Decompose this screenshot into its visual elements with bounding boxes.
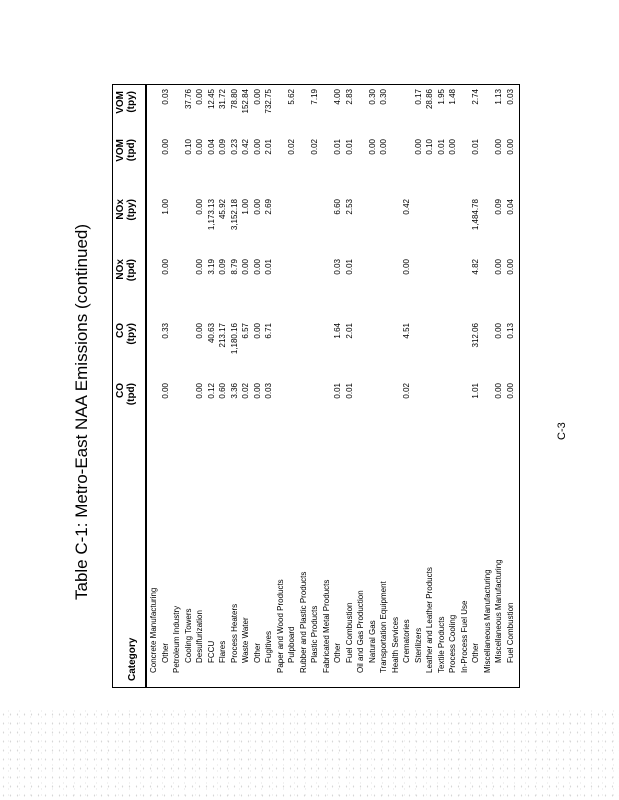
row-value: 0.01 (471, 139, 480, 155)
table-row (287, 85, 297, 687)
row-value: 0.01 (333, 383, 342, 399)
row-value: 4.82 (471, 259, 480, 275)
table-row (391, 85, 401, 687)
table-row (195, 85, 205, 687)
table-row (276, 85, 286, 687)
table-header (113, 85, 147, 687)
row-value: 0.00 (195, 323, 204, 339)
row-category: In-Process Fuel Use (459, 600, 469, 673)
row-value: 0.00 (402, 259, 411, 275)
table-row (402, 85, 412, 687)
row-value: 0.00 (195, 259, 204, 275)
row-value: 1,180.16 (229, 323, 239, 355)
emissions-table (112, 84, 520, 688)
row-value: 6.60 (333, 199, 342, 215)
row-value: 312.06 (471, 323, 480, 348)
row-value: 12.45 (206, 89, 216, 110)
row-value: 0.00 (195, 383, 204, 399)
row-category: Miscellaneous Manufacturing (494, 559, 503, 663)
row-value: 0.02 (402, 383, 411, 399)
row-value: 3.19 (206, 259, 216, 275)
table-row (264, 85, 274, 687)
row-value: 0.01 (344, 259, 354, 275)
row-category: Concrete Manufacturing (149, 587, 158, 673)
row-category: Process Cooling (448, 614, 457, 673)
row-value: 0.09 (218, 259, 227, 275)
row-value: 1.00 (160, 199, 170, 215)
row-value: 0.12 (206, 383, 216, 399)
row-category: Textile Products (436, 616, 446, 673)
row-value: 0.42 (402, 199, 411, 215)
header-vom-tpd: VOM (tpd) (115, 139, 137, 162)
row-value: 0.01 (333, 139, 342, 155)
row-value: 1.95 (436, 89, 446, 105)
row-value: 0.01 (344, 139, 354, 155)
row-value: 0.09 (218, 139, 227, 155)
row-category: Oil and Gas Production (356, 590, 365, 673)
row-value: 0.00 (252, 89, 262, 105)
row-value: 213.17 (218, 323, 227, 348)
row-value: 0.30 (379, 89, 388, 105)
row-value: 0.02 (241, 383, 250, 399)
header-vom-tpy: VOM (tpy) (115, 91, 137, 114)
row-value: 28.86 (425, 89, 434, 110)
row-value: 0.10 (183, 139, 193, 155)
row-value: 0.00 (413, 139, 423, 155)
row-value: 0.00 (379, 139, 388, 155)
row-category: Other (160, 642, 170, 663)
row-category: Sterilizers (413, 627, 423, 663)
row-category: Health Services (390, 616, 400, 673)
row-value: 0.60 (218, 383, 227, 399)
table-row (184, 85, 194, 687)
header-nox-tpy: NOx (tpy) (115, 199, 137, 221)
row-value: 3.36 (229, 383, 239, 399)
row-value: 0.00 (195, 89, 204, 105)
row-value: 0.00 (252, 199, 262, 215)
row-value: 0.00 (252, 383, 262, 399)
table-row (448, 85, 458, 687)
row-category: Waste Water (241, 617, 250, 663)
row-value: 4.00 (333, 89, 342, 105)
row-value: 0.03 (160, 89, 170, 105)
row-category: Rubber and Plastic Products (298, 571, 308, 673)
row-value: 1.13 (494, 89, 503, 105)
row-category: Miscellaneous Manufacturing (482, 569, 492, 673)
row-category: Leather and Leather Products (425, 567, 434, 673)
row-value: 0.00 (494, 139, 503, 155)
row-value: 1.01 (471, 383, 480, 399)
row-value: 6.57 (241, 323, 250, 339)
row-value: 0.03 (505, 89, 515, 105)
row-value: 0.00 (160, 139, 170, 155)
table-row (253, 85, 263, 687)
row-value: 78.80 (229, 89, 239, 110)
row-value: 1,173.13 (206, 199, 216, 231)
table-row (414, 85, 424, 687)
row-value: 0.00 (494, 323, 503, 339)
row-value: 0.00 (505, 259, 515, 275)
row-value: 2.01 (344, 323, 354, 339)
row-value: 0.00 (252, 323, 262, 339)
row-category: Crematories (402, 619, 411, 663)
row-value: 40.63 (206, 323, 216, 344)
row-value: 0.03 (333, 259, 342, 275)
table-row (506, 85, 516, 687)
row-value: 0.33 (160, 323, 170, 339)
row-value: 0.00 (448, 139, 457, 155)
table-row (483, 85, 493, 687)
table-row (368, 85, 378, 687)
row-category: Fuel Combustion (344, 602, 354, 663)
table-row (161, 85, 171, 687)
row-value: 0.01 (436, 139, 446, 155)
row-value: 2.53 (344, 199, 354, 215)
row-value: 0.02 (287, 139, 296, 155)
row-category: Other (333, 642, 342, 663)
table-row (322, 85, 332, 687)
table-row (494, 85, 504, 687)
row-value: 0.00 (195, 199, 204, 215)
row-value: 7.19 (310, 89, 319, 105)
scan-noise (0, 710, 619, 800)
row-category: Cooling Towers (183, 608, 193, 663)
row-value: 0.10 (425, 139, 434, 155)
row-value: 0.23 (229, 139, 239, 155)
row-value: 6.71 (264, 323, 273, 339)
row-value: 0.00 (160, 383, 170, 399)
row-value: 31.72 (218, 89, 227, 110)
table-row (207, 85, 217, 687)
table-row (218, 85, 228, 687)
row-value: 1.00 (241, 199, 250, 215)
row-category: Natural Gas (367, 620, 377, 663)
row-value: 0.03 (264, 383, 273, 399)
row-value: 0.04 (206, 139, 216, 155)
table-row (471, 85, 481, 687)
row-value: 0.00 (195, 139, 204, 155)
table-row (333, 85, 343, 687)
row-value: 2.74 (471, 89, 480, 105)
row-value: 0.04 (505, 199, 515, 215)
table-row (230, 85, 240, 687)
table-row (379, 85, 389, 687)
row-value: 0.00 (494, 383, 503, 399)
row-value: 37.76 (183, 89, 193, 110)
header-co-tpy: CO (tpy) (115, 323, 137, 345)
table-row (460, 85, 470, 687)
row-value: 0.00 (505, 139, 515, 155)
table-row (310, 85, 320, 687)
row-value: 1,484.78 (471, 199, 480, 231)
row-value: 732.75 (264, 89, 273, 114)
row-value: 4.51 (402, 323, 411, 339)
row-value: 0.00 (160, 259, 170, 275)
row-category: Paper and Wood Products (275, 579, 285, 673)
row-value: 0.30 (367, 89, 377, 105)
row-category: Other (252, 642, 262, 663)
row-value: 0.01 (264, 259, 273, 275)
row-value: 0.42 (241, 139, 250, 155)
table-title: Table C-1: Metro-East NAA Emissions (continued) (72, 223, 91, 600)
row-value: 2.83 (344, 89, 354, 105)
row-category: Fuel Combustion (505, 602, 515, 663)
header-nox-tpd: NOx (tpd) (115, 259, 137, 282)
row-category: Flares (218, 640, 227, 663)
row-value: 2.69 (264, 199, 273, 215)
row-value: 152.84 (241, 89, 250, 114)
table-row (149, 85, 159, 687)
row-category: Pulpboard (287, 626, 296, 663)
header-co-tpd: CO (tpd) (115, 383, 137, 406)
row-value: 0.00 (252, 259, 262, 275)
table-row (437, 85, 447, 687)
row-value: 0.00 (494, 259, 503, 275)
table-row (299, 85, 309, 687)
row-value: 0.00 (367, 139, 377, 155)
row-category: Other (471, 642, 480, 663)
row-category: Transportation Equipment (379, 581, 388, 673)
row-value: 0.00 (241, 259, 250, 275)
table-row (425, 85, 435, 687)
page-number: C-3 (556, 422, 568, 440)
row-value: 2.01 (264, 139, 273, 155)
row-category: Process Heaters (229, 603, 239, 663)
row-category: FCCU (206, 640, 216, 663)
table-row (172, 85, 182, 687)
row-value: 0.13 (505, 323, 515, 339)
row-value: 5.62 (287, 89, 296, 105)
row-value: 45.92 (218, 199, 227, 220)
row-value: 0.00 (252, 139, 262, 155)
table-row (345, 85, 355, 687)
row-category: Fabricated Metal Products (321, 579, 331, 673)
table-row (241, 85, 251, 687)
row-value: 0.09 (494, 199, 503, 215)
table-row (356, 85, 366, 687)
row-category: Desulfurization (195, 610, 204, 663)
row-value: 0.01 (344, 383, 354, 399)
row-category: Petroleum Industry (172, 605, 181, 673)
row-category: Fugitives (264, 630, 273, 663)
row-value: 1.64 (333, 323, 342, 339)
row-value: 3,152.18 (229, 199, 239, 231)
row-value: 8.79 (229, 259, 239, 275)
row-value: 0.17 (413, 89, 423, 105)
row-category: Plastic Products (310, 605, 319, 663)
row-value: 0.00 (505, 383, 515, 399)
row-value: 0.02 (310, 139, 319, 155)
row-value: 1.48 (448, 89, 457, 105)
header-category: Category (127, 637, 138, 681)
